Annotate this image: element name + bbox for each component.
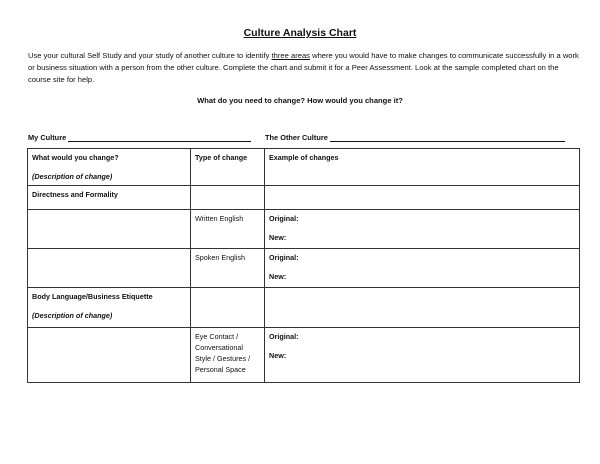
written-original-label: Original: (269, 214, 299, 223)
written-new-label: New: (269, 233, 287, 242)
spoken-description-cell[interactable] (28, 249, 191, 288)
header-description: (Description of change) (32, 172, 113, 181)
eye-original-label: Original: (269, 332, 299, 341)
eye-type-cell (191, 328, 265, 383)
intro-text-after: where you would have to make changes to communicate successfully in a work or business situation with a person from the other culture. Complete the chart and submit it for a Peer Assessment. Look at the sample completed chart on the course site for help. (28, 51, 579, 85)
type-eye-line1: Eye Contact / (195, 332, 239, 341)
header-type-of-change: Type of change (195, 153, 248, 162)
type-eye-line3: Style / Gestures / (195, 354, 251, 363)
written-description-cell[interactable] (28, 210, 191, 249)
header-example-of-changes: Example of changes (269, 153, 339, 162)
type-eye-line4: Personal Space (195, 365, 246, 374)
intro-emphasis: three areas (271, 51, 310, 60)
section-body-language-label: Body Language/Business Etiquette (32, 292, 153, 301)
spoken-example-cell[interactable] (265, 249, 580, 288)
empty-cell[interactable] (191, 186, 265, 210)
empty-cell[interactable] (265, 288, 580, 328)
table-row-eye-contact (28, 328, 580, 383)
section-body-language-description: (Description of change) (32, 311, 113, 320)
other-culture-label: The Other Culture (265, 133, 328, 142)
empty-cell[interactable] (191, 288, 265, 328)
table-row-written (28, 210, 580, 249)
spoken-type-cell (191, 249, 265, 288)
table-header-row (28, 149, 580, 186)
section-directness-label: Directness and Formality (32, 190, 118, 199)
intro-text-before: Use your cultural Self Study and your study of another culture to identify (28, 51, 272, 60)
other-culture-line (265, 133, 565, 142)
table-row-directness (28, 186, 580, 210)
culture-analysis-table (27, 148, 580, 383)
header-cell-type (191, 149, 265, 186)
other-culture-field[interactable] (330, 133, 565, 142)
intro-paragraph (28, 50, 580, 87)
table-row-spoken (28, 249, 580, 288)
written-example-cell[interactable] (265, 210, 580, 249)
type-eye-line2: Conversational (195, 343, 243, 352)
header-cell-example (265, 149, 580, 186)
eye-example-cell[interactable] (265, 328, 580, 383)
question-heading: What do you need to change? How would you change it? (197, 96, 403, 105)
header-what-change: What would you change? (32, 153, 119, 162)
eye-description-cell[interactable] (28, 328, 191, 383)
page-title: Culture Analysis Chart (243, 27, 357, 39)
type-written-english: Written English (195, 214, 244, 223)
spoken-original-label: Original: (269, 253, 299, 262)
spoken-new-label: New: (269, 272, 287, 281)
my-culture-line (28, 133, 251, 142)
section-body-language-cell (28, 288, 191, 328)
empty-cell[interactable] (265, 186, 580, 210)
written-type-cell (191, 210, 265, 249)
header-cell-change (28, 149, 191, 186)
table-row-body-language (28, 288, 580, 328)
type-spoken-english: Spoken English (195, 253, 245, 262)
my-culture-field[interactable] (68, 133, 251, 142)
my-culture-label: My Culture (28, 133, 67, 142)
eye-new-label: New: (269, 351, 287, 360)
section-directness-cell (28, 186, 191, 210)
